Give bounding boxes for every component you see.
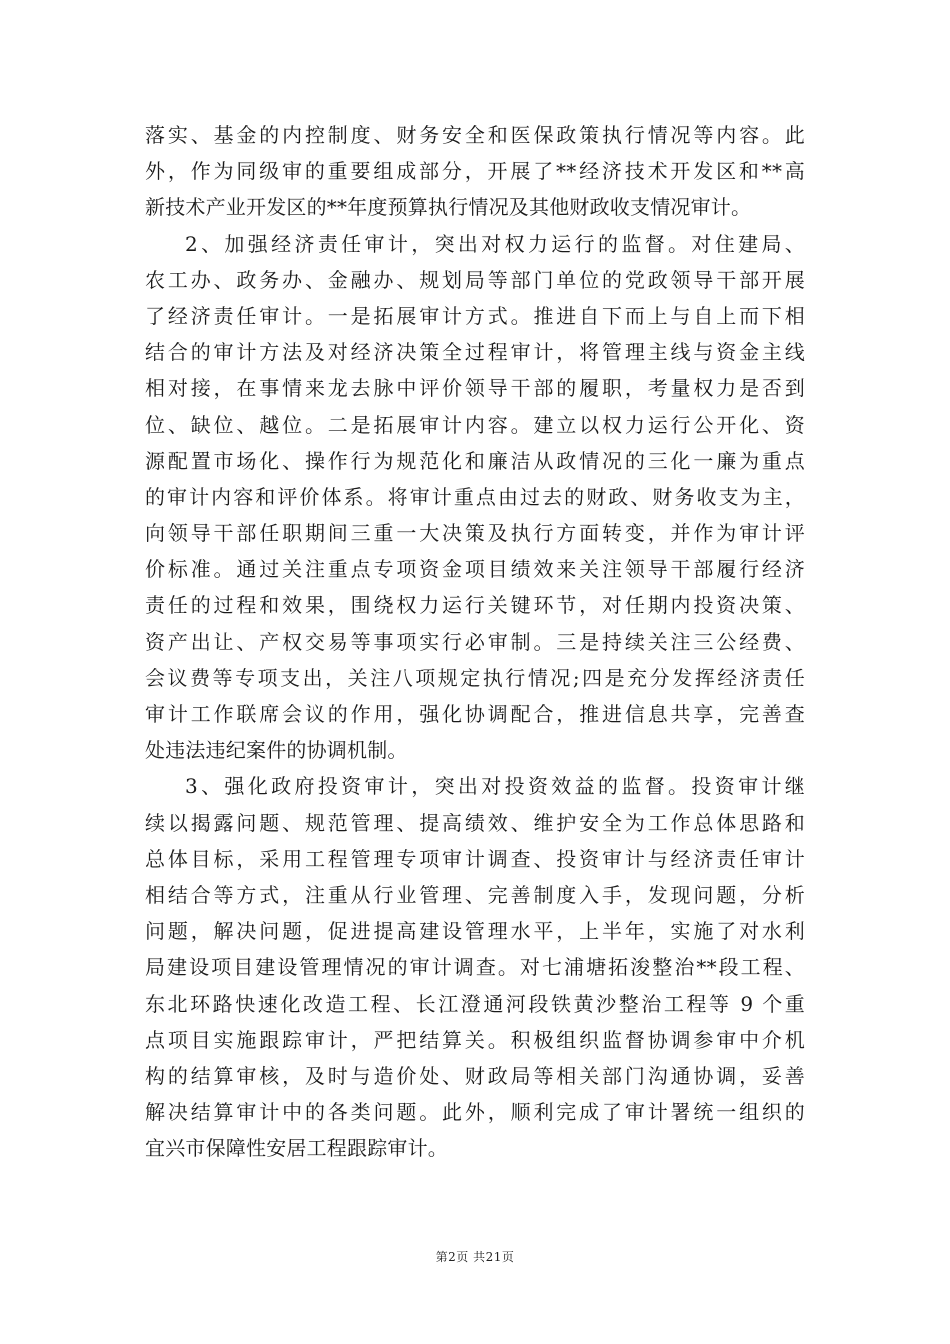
- text-line: 了经济责任审计。一是拓展审计方式。推进自下而上与自上而下相: [145, 303, 805, 328]
- text-line: 续以揭露问题、规范管理、提高绩效、维护安全为工作总体思路和: [145, 810, 805, 835]
- text-line: 处违法违纪案件的协调机制。: [145, 738, 408, 763]
- text-line: 向领导干部任职期间三重一大决策及执行方面转变，并作为审计评: [145, 521, 805, 546]
- paragraph-3: [145, 768, 805, 1166]
- paragraph-2: [145, 226, 805, 769]
- footer-current-page: 2: [448, 1250, 457, 1264]
- text-line: 农工办、政务办、金融办、规划局等部门单位的党政领导干部开展: [145, 267, 805, 292]
- text-line: 问题，解决问题，促进提高建设管理水平，上半年，实施了对水利: [145, 919, 805, 944]
- text-line: 结合的审计方法及对经济决策全过程审计，将管理主线与资金主线: [145, 340, 805, 365]
- text-line: 资产出让、产权交易等事项实行必审制。三是持续关注三公经费、: [145, 629, 805, 654]
- text-line: 点项目实施跟踪审计，严把结算关。积极组织监督协调参审中介机: [145, 1027, 805, 1052]
- footer-total-pages: 21: [485, 1250, 502, 1264]
- footer-middle: 页 共: [456, 1250, 486, 1264]
- text-line: 责任的过程和效果，围绕权力运行关键环节，对任期内投资决策、: [145, 593, 805, 618]
- text-line: 新技术产业开发区的**年度预算执行情况及其他财政收支情况审计。: [145, 195, 752, 220]
- text-line: 3、强化政府投资审计，突出对投资效益的监督。投资审计继: [185, 774, 805, 799]
- text-line: 解决结算审计中的各类问题。此外，顺利完成了审计署统一组织的: [145, 1100, 805, 1125]
- text-line: 审计工作联席会议的作用，强化协调配合，推进信息共享，完善查: [145, 702, 805, 726]
- text-line: 的审计内容和评价体系。将审计重点由过去的财政、财务收支为主，: [145, 484, 805, 509]
- text-line: 位、缺位、越位。二是拓展审计内容。建立以权力运行公开化、资: [145, 412, 805, 437]
- page-footer: [0, 1249, 950, 1265]
- document-body: [145, 117, 805, 1166]
- text-line: 源配置市场化、操作行为规范化和廉洁从政情况的三化一廉为重点: [145, 448, 805, 473]
- text-line: 外，作为同级审的重要组成部分，开展了**经济技术开发区和**高: [145, 159, 805, 184]
- text-line: 相结合等方式，注重从行业管理、完善制度入手，发现问题，分析: [145, 882, 805, 907]
- text-line: 宜兴市保障性安居工程跟踪审计。: [145, 1136, 448, 1161]
- text-line: 构的结算审核，及时与造价处、财政局等相关部门沟通协调，妥善: [145, 1063, 805, 1088]
- footer-suffix: 页: [501, 1250, 515, 1264]
- text-line: 东北环路快速化改造工程、长江澄通河段铁黄沙整治工程等 9 个重: [145, 991, 805, 1016]
- text-line: 局建设项目建设管理情况的审计调查。对七浦塘拓浚整治**段工程、: [145, 955, 805, 980]
- text-line: 落实、基金的内控制度、财务安全和医保政策执行情况等内容。此: [145, 123, 805, 147]
- paragraph-1: [145, 117, 805, 226]
- text-line: 相对接，在事情来龙去脉中评价领导干部的履职，考量权力是否到: [145, 376, 805, 401]
- footer-prefix: 第: [435, 1250, 449, 1264]
- text-line: 价标准。通过关注重点专项资金项目绩效来关注领导干部履行经济: [145, 557, 805, 582]
- text-line: 总体目标，采用工程管理专项审计调查、投资审计与经济责任审计: [145, 846, 805, 871]
- text-line: 2、加强经济责任审计，突出对权力运行的监督。对住建局、: [185, 231, 805, 256]
- text-line: 会议费等专项支出，关注八项规定执行情况;四是充分发挥经济责任: [145, 665, 805, 690]
